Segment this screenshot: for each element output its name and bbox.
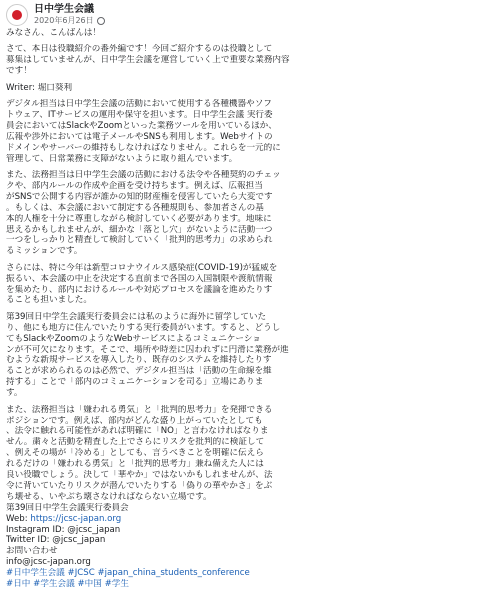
text-line: また、法務担当は日中学生会議の活動における法令や各種契約のチェッ xyxy=(6,169,281,180)
text-line: Writer: 堀口葵利 xyxy=(6,82,73,93)
post-paragraph xyxy=(6,263,496,307)
text-line: ることが求められるのは必然で、デジタル担当は「活動の生命線を維 xyxy=(6,366,272,377)
text-line: デジタル担当は日中学生会議の活動において使用する各種機器やソフ xyxy=(6,99,272,110)
text-line: クや、部内ルールの作成や企画を受け持ちます。例えば、広報担当 xyxy=(6,180,263,191)
hashtag[interactable]: #日中学生会議 xyxy=(6,568,65,579)
text-line: さて、本日は役職紹介の番外編です！今回ご紹介するのは役職として xyxy=(6,44,273,55)
text-line: みなさん、こんばんは！ xyxy=(6,28,102,38)
text-line: 、法令に触れる可能性があれば明確に「NO」と言わなければなりま xyxy=(6,426,269,437)
text-line: 広報や渉外においては電子メールやSNSも利用します。Webサイトの xyxy=(6,131,273,142)
text-line: 員会においてはSlackやZoomといった業務ツールを用いているほか、 xyxy=(6,120,277,131)
text-line: 令に背いていたりリスクが潜んでいたりする「偽りの華やかさ」をぶ xyxy=(6,480,273,491)
hashtags-row-1 xyxy=(6,568,496,579)
post-paragraph xyxy=(6,83,496,94)
text-line: さらには、特に今年は新型コロナウイルス感染症(COVID-19)が猛威を xyxy=(6,262,278,273)
text-line: 良い役職でしょう。決して「華やか」ではないかもしれませんが、法 xyxy=(6,470,273,481)
text-line: 思えるかもしれませんが、細かな「落とし穴」がないように活動一つ xyxy=(6,224,273,235)
text-line: 管理して、日常業務に支障がないように取り組んでいます。 xyxy=(6,153,238,164)
web-label: Web: xyxy=(6,513,31,524)
text-line: がSNSで公開する内容が誰かの知的財産権を侵害していたら大変です xyxy=(6,191,273,202)
text-line: 一つをしっかりと精査して検討していく「批判的思考力」の求められ xyxy=(6,235,273,246)
instagram-id: Instagram ID: @jcsc_japan xyxy=(6,524,121,535)
committee-name: 第39回日中学生会議実行委員会 xyxy=(6,502,129,513)
globe-icon xyxy=(97,17,105,25)
post-header xyxy=(6,0,496,28)
avatar[interactable] xyxy=(6,4,28,26)
post-paragraph xyxy=(6,405,496,503)
hashtag[interactable]: #japan_china_students_conference xyxy=(97,568,250,579)
text-line: す。 xyxy=(6,388,23,399)
contact-email: info@jcsc-japan.org xyxy=(6,557,91,568)
date-row xyxy=(34,15,105,26)
text-line: ポジションです。例えば、部内がどんな盛り上がっていたとしても xyxy=(6,415,263,426)
text-line: また、法務担当は「嫌われる勇気」と「批判的思考力」を発揮できる xyxy=(6,404,273,415)
contact-label: お問い合わせ xyxy=(6,546,58,557)
text-line: 、例えその場が「冷める」としても、言うべきことを明確に伝えら xyxy=(6,448,264,459)
japan-flag-icon xyxy=(12,10,22,20)
website-link[interactable]: https://jcsc-japan.org xyxy=(30,513,122,524)
text-line: り、他にも地方に住んでいたりする実行委員がいます。すると、どうし xyxy=(6,322,281,333)
hashtag[interactable]: #学生会議 xyxy=(33,579,75,590)
text-line: 本的人権を十分に尊重しながら検討していく必要があります。地味に xyxy=(6,213,272,224)
text-line: せん。粛々と活動を精査した上でさらにリスクを批判的に検証して xyxy=(6,437,265,448)
post-date[interactable]: 2020年6月26日 xyxy=(34,16,94,25)
hashtag[interactable]: #中国 xyxy=(77,579,102,590)
text-line: てもSlackやZoomのようなWebサービスによるコミュニケーショ xyxy=(6,333,261,344)
post-paragraph xyxy=(6,170,496,257)
web-line xyxy=(6,514,496,525)
hashtags-row-2 xyxy=(6,579,496,590)
text-line: 第39回日中学生会議実行委員会には私のように海外に留学していた xyxy=(6,311,267,322)
text-line: むような新規サービスを導入したり、既存のシステムを維持したりす xyxy=(6,355,272,366)
hashtag[interactable]: #JCSC xyxy=(67,568,95,579)
text-line: 持する」ことで「部内のコミュニケーションを司る」立場にありま xyxy=(6,377,264,388)
text-line: ンが不可欠になります。そこで、場所や時差に囚われずに円滑に業務が進 xyxy=(6,344,289,355)
text-line: 振るい、本会議の中止を決定する直前まで各国の入国制限や渡航情報 xyxy=(6,273,273,284)
twitter-id: Twitter ID: @jcsc_japan xyxy=(6,535,106,546)
post-paragraph xyxy=(6,28,496,39)
post-body xyxy=(6,28,496,503)
text-line: ち壊せる、いやぶち壊さなければならない立場です。 xyxy=(6,491,212,502)
text-line: れるだけの「嫌われる勇気」と「批判的思考力」兼ね備えた人には xyxy=(6,459,264,470)
hashtag[interactable]: #日中 xyxy=(6,579,31,590)
text-line: るミッションです。 xyxy=(6,246,83,257)
hashtag[interactable]: #学生 xyxy=(104,579,129,590)
text-line: です！ xyxy=(6,66,32,77)
post-paragraph xyxy=(6,44,496,77)
text-line: 募集はしていませんが、日中学生会議を運営していく上で重要な業務内容 xyxy=(6,55,290,66)
text-line: を集めたり、部内におけるルールや対応プロセスを議論を進めたりす xyxy=(6,284,273,295)
text-line: ドメインやサーバーの維持もしなければなりません。これらを一元的に xyxy=(6,142,281,153)
text-line: ることも担いました。 xyxy=(6,295,92,306)
text-line: トウェア、ITサービスの運用や保守を担います。日中学生会議 実行委 xyxy=(6,109,273,120)
post-footer xyxy=(6,503,496,590)
page-name[interactable]: 日中学生会議 xyxy=(34,4,94,15)
post-paragraph xyxy=(6,312,496,399)
text-line: 。もしくは、本会議において制定する各種規則も、参加者さんの基 xyxy=(6,202,264,213)
post-paragraph xyxy=(6,99,496,164)
post-meta xyxy=(34,4,105,26)
